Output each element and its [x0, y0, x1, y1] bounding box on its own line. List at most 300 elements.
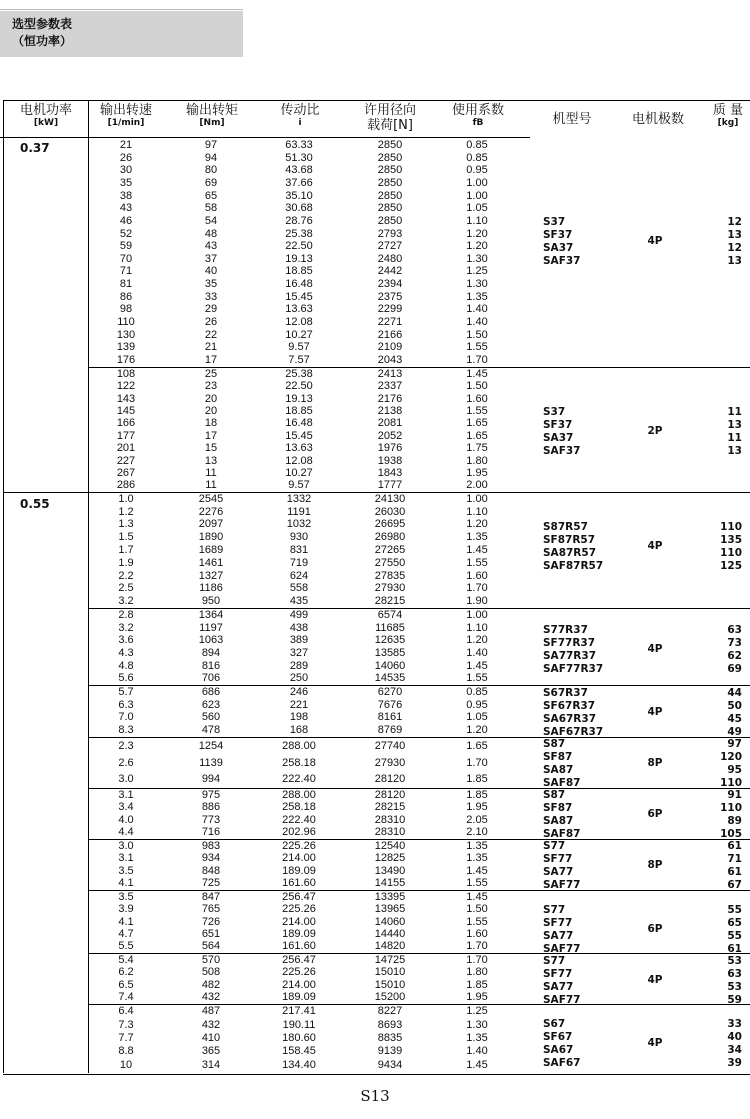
table-cell: 1.45 [466, 544, 488, 556]
model-number: SF87R57 [543, 534, 596, 546]
table-cell: 225.26 [282, 840, 316, 852]
table-cell: 3.0 [118, 840, 134, 852]
table-cell: 54 [204, 215, 218, 227]
header-mass: 质 量 [kg] [712, 103, 744, 128]
table-cell: 2850 [377, 164, 403, 176]
motor-poles: 6P [647, 808, 663, 820]
table-cell: 1197 [199, 622, 223, 634]
model-number: SA77R37 [543, 650, 596, 662]
motor-poles: 8P [647, 859, 663, 871]
table-cell: 11685 [375, 622, 405, 634]
header-speed: 输出转速 [1/min] [99, 103, 152, 128]
table-cell: 2850 [377, 190, 403, 202]
table-cell: 623 [201, 699, 221, 711]
table-cell: 1.20 [466, 240, 488, 252]
table-cell: 0.85 [466, 152, 488, 164]
table-cell: 6.5 [118, 979, 134, 991]
table-cell: 1.30 [466, 1019, 488, 1031]
table-cell: 7.3 [118, 1019, 134, 1031]
model-number: SF67R37 [543, 700, 596, 712]
table-cell: 40 [204, 265, 218, 277]
table-cell: 43 [204, 240, 218, 252]
table-cell: 564 [201, 940, 221, 952]
mass-value: 59 [727, 994, 742, 1006]
table-cell: 7.0 [118, 711, 134, 723]
table-cell: 108 [116, 368, 136, 380]
table-cell: 1.60 [466, 393, 488, 405]
table-cell: 950 [201, 595, 221, 607]
table-cell: 289 [289, 660, 309, 672]
table-cell: 28120 [374, 773, 406, 785]
mass-value: 13 [727, 255, 742, 267]
table-cell: 1.55 [466, 405, 488, 417]
table-cell: 19.13 [285, 253, 313, 265]
table-cell: 327 [289, 647, 309, 659]
table-cell: 570 [201, 954, 221, 966]
table-cell: 6270 [377, 686, 403, 698]
table-cell: 81 [119, 278, 133, 290]
table-cell: 487 [201, 1005, 221, 1017]
table-cell: 1.00 [466, 177, 488, 189]
table-cell: 3.9 [118, 903, 134, 915]
table-cell: 14535 [374, 672, 406, 684]
table-cell: 831 [289, 544, 309, 556]
model-number: SF77 [543, 853, 573, 865]
table-cell: 18.85 [285, 265, 313, 277]
table-cell: 1.9 [118, 557, 134, 569]
mass-value: 61 [727, 840, 742, 852]
table-cell: 35.10 [285, 190, 313, 202]
table-cell: 9434 [377, 1059, 403, 1071]
table-cell: 18.85 [285, 405, 313, 417]
table-cell: 1.25 [466, 265, 488, 277]
model-number: SAF77 [543, 943, 581, 955]
table-cell: 214.00 [282, 979, 316, 991]
model-number: SA37 [543, 242, 574, 254]
header-torque: 输出转矩 [Nm] [185, 103, 238, 128]
table-cell: 410 [201, 1032, 221, 1044]
table-cell: 1843 [377, 467, 403, 479]
table-cell: 726 [201, 916, 221, 928]
table-cell: 177 [116, 430, 136, 442]
table-cell: 1332 [286, 493, 312, 505]
table-cell: 1.7 [118, 544, 134, 556]
table-cell: 1.40 [466, 1045, 488, 1057]
table-cell: 651 [201, 928, 221, 940]
table-cell: 8227 [377, 1005, 403, 1017]
table-cell: 258.18 [282, 801, 316, 813]
table-cell: 1.30 [466, 253, 488, 265]
mass-value: 97 [727, 738, 742, 750]
table-cell: 2097 [198, 518, 224, 530]
table-cell: 499 [289, 609, 309, 621]
table-cell: 10 [119, 1059, 133, 1071]
table-cell: 1.55 [466, 341, 488, 353]
mass-value: 11 [727, 432, 742, 444]
motor-poles: 4P [647, 540, 663, 552]
table-cell: 1.90 [466, 595, 488, 607]
table-cell: 2052 [377, 430, 403, 442]
table-cell: 1.10 [466, 622, 488, 634]
table-cell: 3.4 [118, 801, 134, 813]
table-cell: 29 [204, 303, 218, 315]
table-cell: 130 [116, 329, 136, 341]
table-cell: 765 [201, 903, 221, 915]
table-cell: 14060 [374, 916, 406, 928]
table-cell: 478 [201, 724, 221, 736]
table-cell: 1.05 [466, 711, 488, 723]
mass-value: 135 [720, 534, 742, 546]
table-cell: 725 [201, 877, 221, 889]
table-cell: 2138 [377, 405, 403, 417]
model-number: SA67R37 [543, 713, 596, 725]
table-cell: 37.66 [285, 177, 313, 189]
model-number: S77 [543, 840, 566, 852]
table-cell: 94 [204, 152, 218, 164]
table-cell: 773 [201, 814, 221, 826]
table-cell: 202.96 [282, 826, 316, 838]
table-cell: 15010 [374, 966, 406, 978]
table-cell: 3.5 [118, 865, 134, 877]
table-cell: 9.57 [288, 479, 310, 491]
table-cell: 27835 [374, 570, 406, 582]
title-box [0, 11, 243, 57]
table-cell: 26030 [374, 506, 406, 518]
table-cell: 558 [289, 582, 309, 594]
model-number: S87 [543, 789, 566, 801]
table-cell: 1.70 [466, 954, 488, 966]
table-cell: 1.85 [466, 773, 488, 785]
power-value: 0.55 [20, 497, 50, 511]
mass-value: 91 [727, 789, 742, 801]
table-cell: 6.3 [118, 699, 134, 711]
table-cell: 2176 [377, 393, 403, 405]
table-cell: 37 [204, 253, 218, 265]
table-cell: 1254 [198, 740, 224, 752]
model-number: SF87 [543, 802, 573, 814]
table-cell: 65 [204, 190, 218, 202]
mass-value: 71 [727, 853, 742, 865]
table-cell: 180.60 [282, 1032, 316, 1044]
table-cell: 14440 [374, 928, 406, 940]
table-cell: 1890 [198, 531, 224, 543]
table-cell: 438 [289, 622, 309, 634]
table-cell: 3.2 [118, 622, 134, 634]
table-cell: 288.00 [282, 740, 316, 752]
table-cell: 258.18 [282, 757, 316, 769]
table-cell: 1.45 [466, 1059, 488, 1071]
table-cell: 8835 [377, 1032, 403, 1044]
model-number: SA77 [543, 981, 574, 993]
model-number: SF67 [543, 1031, 573, 1043]
table-cell: 1.55 [466, 877, 488, 889]
table-cell: 38 [119, 190, 133, 202]
table-cell: 2850 [377, 202, 403, 214]
mass-value: 55 [727, 904, 742, 916]
table-cell: 14060 [374, 660, 406, 672]
table-cell: 4.7 [118, 928, 134, 940]
table-cell: 8.3 [118, 724, 134, 736]
table-cell: 26695 [374, 518, 406, 530]
table-cell: 1.00 [466, 609, 488, 621]
power-value: 0.37 [20, 141, 50, 155]
table-cell: 934 [201, 852, 221, 864]
table-cell: 22 [204, 329, 218, 341]
table-cell: 1364 [198, 609, 224, 621]
table-cell: 7676 [377, 699, 403, 711]
table-cell: 2793 [377, 228, 403, 240]
table-cell: 4.3 [118, 647, 134, 659]
table-cell: 1.45 [466, 865, 488, 877]
model-number: SF87 [543, 751, 573, 763]
table-cell: 13395 [374, 891, 406, 903]
table-cell: 7.7 [118, 1032, 134, 1044]
table-cell: 1938 [377, 455, 403, 467]
table-cell: 1.70 [466, 757, 488, 769]
table-cell: 624 [289, 570, 309, 582]
mass-value: 53 [727, 955, 742, 967]
model-number: S87R57 [543, 521, 588, 533]
table-cell: 27930 [374, 582, 406, 594]
table-cell: 166 [116, 417, 136, 429]
table-cell: 2337 [377, 380, 403, 392]
motor-poles: 2P [647, 425, 663, 437]
table-cell: 1.60 [466, 570, 488, 582]
table-cell: 2442 [377, 265, 403, 277]
table-cell: 2480 [377, 253, 403, 265]
table-cell: 1.95 [466, 467, 488, 479]
table-cell: 4.8 [118, 660, 134, 672]
model-number: SAF37 [543, 255, 581, 267]
model-number: SF37 [543, 229, 573, 241]
table-cell: 1.70 [466, 354, 488, 366]
table-cell: 26 [119, 152, 133, 164]
table-cell: 2.00 [466, 479, 488, 491]
title-rule [0, 9, 243, 10]
table-cell: 686 [201, 686, 221, 698]
table-cell: 13965 [374, 903, 406, 915]
table-cell: 0.85 [466, 139, 488, 151]
table-cell: 1.35 [466, 840, 488, 852]
table-cell: 1.35 [466, 531, 488, 543]
table-cell: 1.35 [466, 1032, 488, 1044]
table-cell: 1186 [199, 582, 223, 594]
table-cell: 2043 [377, 354, 403, 366]
model-number: SAF77R37 [543, 663, 604, 675]
table-cell: 288.00 [282, 789, 316, 801]
table-cell: 0.95 [466, 164, 488, 176]
table-cell: 15 [204, 442, 218, 454]
table-cell: 30.68 [285, 202, 313, 214]
model-number: SAF67 [543, 1057, 581, 1069]
table-cell: 14820 [374, 940, 406, 952]
model-number: SA77 [543, 866, 574, 878]
table-cell: 256.47 [282, 954, 316, 966]
table-cell: 59 [119, 240, 133, 252]
table-cell: 847 [201, 891, 221, 903]
table-cell: 2271 [377, 316, 403, 328]
table-cell: 25.38 [285, 368, 313, 380]
table-cell: 508 [201, 966, 221, 978]
table-cell: 256.47 [282, 891, 316, 903]
table-cell: 994 [201, 773, 221, 785]
table-cell: 25 [204, 368, 218, 380]
table-cell: 5.5 [118, 940, 134, 952]
table-cell: 2850 [377, 215, 403, 227]
table-cell: 1.35 [466, 291, 488, 303]
table-cell: 22.50 [285, 380, 313, 392]
table-cell: 27930 [374, 757, 406, 769]
table-cell: 4.4 [118, 826, 134, 838]
mass-value: 13 [727, 445, 742, 457]
table-cell: 2299 [377, 303, 403, 315]
table-cell: 1.2 [118, 506, 134, 518]
table-cell: 2.10 [466, 826, 488, 838]
table-cell: 28310 [374, 814, 406, 826]
table-cell: 134.40 [282, 1059, 316, 1071]
table-cell: 3.1 [118, 852, 134, 864]
table-cell: 1.55 [466, 672, 488, 684]
table-cell: 3.0 [118, 773, 134, 785]
header-radial-load: 许用径向 载荷[N] [363, 103, 416, 133]
model-number: SF77 [543, 968, 573, 980]
table-cell: 2166 [377, 329, 403, 341]
table-cell: 25.38 [285, 228, 313, 240]
group-divider [88, 737, 750, 738]
table-cell: 246 [289, 686, 309, 698]
table-cell: 43 [119, 202, 133, 214]
table-cell: 110 [117, 316, 135, 328]
mass-value: 95 [727, 764, 742, 776]
table-cell: 435 [289, 595, 309, 607]
table-cell: 198 [289, 711, 309, 723]
table-cell: 19.13 [285, 393, 313, 405]
motor-poles: 4P [647, 643, 663, 655]
mass-value: 73 [727, 637, 742, 649]
model-number: SF77 [543, 917, 573, 929]
table-cell: 18 [204, 417, 218, 429]
table-cell: 46 [119, 215, 133, 227]
table-cell: 706 [201, 672, 221, 684]
title-sub: （恒功率） [12, 34, 73, 48]
table-cell: 4.1 [118, 916, 134, 928]
header-service-factor: 使用系数 fB [451, 103, 504, 128]
mass-value: 67 [727, 879, 742, 891]
header-power: 电机功率 [kW] [19, 103, 72, 128]
table-cell: 28215 [374, 801, 406, 813]
table-cell: 1.45 [466, 660, 488, 672]
model-number: S37 [543, 216, 566, 228]
table-cell: 27265 [374, 544, 406, 556]
table-cell: 35 [119, 177, 133, 189]
table-cell: 13490 [374, 865, 406, 877]
table-cell: 51.30 [285, 152, 313, 164]
table-cell: 52 [119, 228, 133, 240]
mass-value: 44 [727, 687, 742, 699]
table-cell: 71 [119, 265, 133, 277]
table-cell: 1.55 [466, 557, 488, 569]
table-cell: 158.45 [282, 1045, 316, 1057]
table-cell: 10.27 [285, 467, 313, 479]
mass-value: 105 [720, 828, 742, 840]
table-cell: 1.05 [466, 202, 488, 214]
model-number: SAF87R57 [543, 560, 604, 572]
table-cell: 14155 [374, 877, 406, 889]
table-cell: 1461 [198, 557, 224, 569]
table-cell: 5.6 [118, 672, 134, 684]
motor-poles: 4P [647, 235, 663, 247]
table-cell: 222.40 [282, 773, 316, 785]
table-cell: 1.0 [118, 493, 134, 505]
table-cell: 28120 [374, 789, 406, 801]
table-cell: 17 [204, 430, 218, 442]
table-cell: 365 [201, 1045, 221, 1057]
model-number: S77 [543, 955, 566, 967]
table-cell: 1.20 [466, 518, 488, 530]
table-cell: 80 [204, 164, 218, 176]
table-cell: 975 [201, 789, 221, 801]
mass-value: 110 [720, 547, 742, 559]
table-cell: 1777 [377, 479, 403, 491]
mass-value: 49 [727, 726, 742, 738]
table-cell: 21 [119, 139, 133, 151]
table-cell: 8693 [377, 1019, 403, 1031]
table-cell: 20 [204, 405, 218, 417]
table-cell: 3.6 [118, 634, 134, 646]
table-cell: 3.2 [118, 595, 134, 607]
table-cell: 176 [116, 354, 136, 366]
table-cell: 1.95 [466, 801, 488, 813]
table-cell: 3.1 [118, 789, 134, 801]
table-cell: 1.20 [466, 634, 488, 646]
table-cell: 26980 [374, 531, 406, 543]
header-poles: 电机极数 [631, 112, 684, 127]
table-cell: 2850 [377, 177, 403, 189]
model-number: S67 [543, 1018, 566, 1030]
table-cell: 816 [201, 660, 221, 672]
table-cell: 314 [201, 1059, 221, 1071]
mass-value: 65 [727, 917, 742, 929]
table-cell: 2.05 [466, 814, 488, 826]
table-cell: 13.63 [285, 442, 313, 454]
table-cell: 26 [204, 316, 218, 328]
table-cell: 20 [204, 393, 218, 405]
mass-value: 61 [727, 866, 742, 878]
table-cell: 2850 [377, 152, 403, 164]
table-cell: 1.20 [466, 724, 488, 736]
page-number: S13 [360, 1087, 390, 1105]
table-cell: 48 [204, 228, 218, 240]
table-cell: 145 [116, 405, 136, 417]
table-cell: 848 [201, 865, 221, 877]
table-cell: 143 [116, 393, 136, 405]
table-cell: 3.5 [118, 891, 134, 903]
table-cell: 221 [289, 699, 309, 711]
table-cell: 7.57 [288, 354, 310, 366]
table-cell: 1063 [198, 634, 224, 646]
table-cell: 2850 [377, 139, 403, 151]
model-number: S77R37 [543, 624, 588, 636]
table-cell: 217.41 [282, 1005, 316, 1017]
table-cell: 13.63 [285, 303, 313, 315]
table-cell: 1.85 [466, 789, 488, 801]
motor-poles: 4P [647, 974, 663, 986]
table-cell: 0.95 [466, 699, 488, 711]
table-cell: 1.25 [466, 1005, 488, 1017]
table-cell: 201 [116, 442, 136, 454]
table-cell: 189.09 [282, 928, 316, 940]
table-cell: 15200 [374, 991, 406, 1003]
